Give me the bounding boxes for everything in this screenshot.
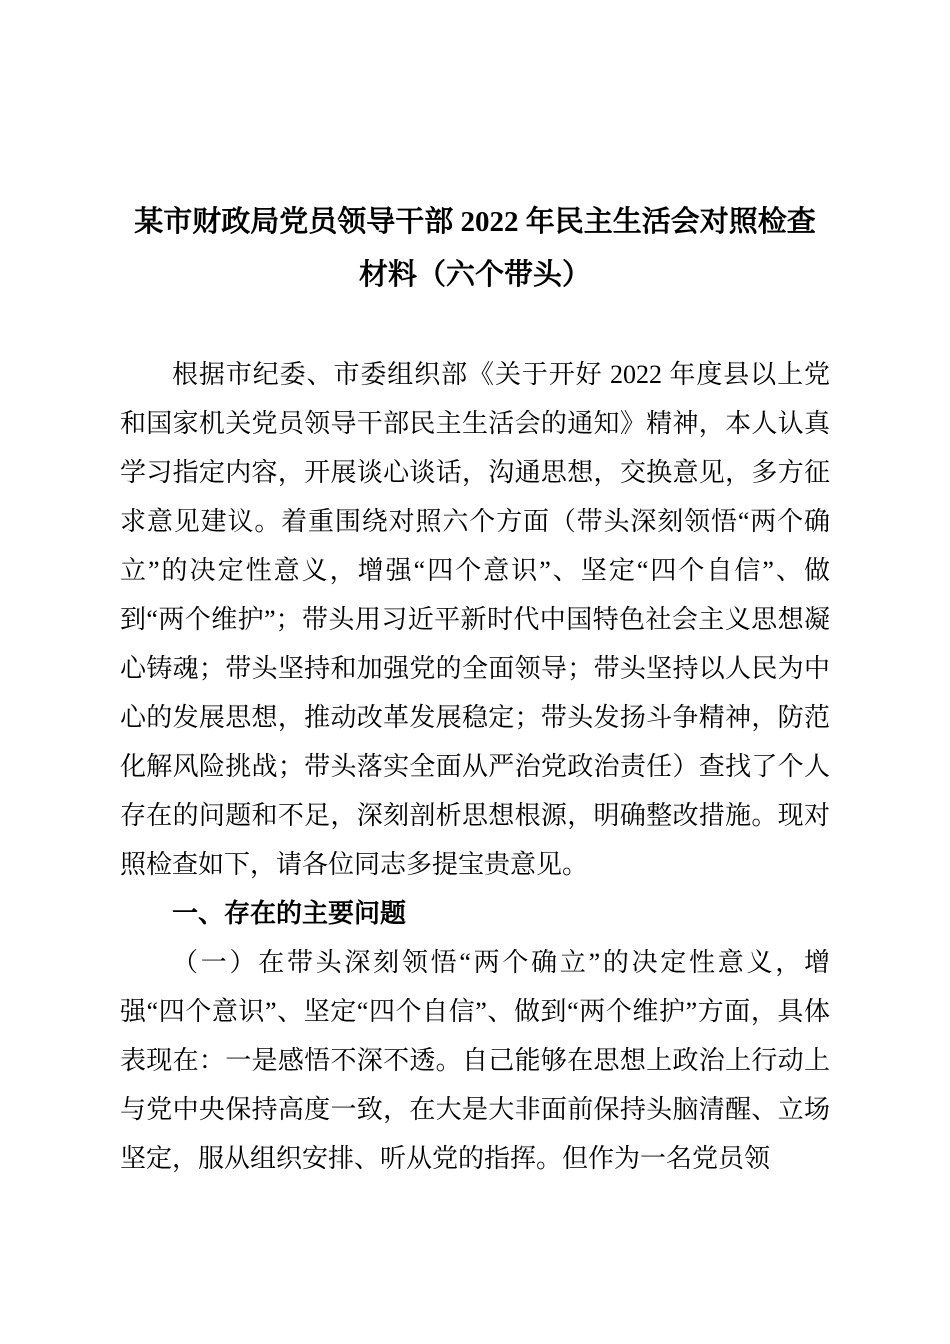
paragraph-intro: 根据市纪委、市委组织部《关于开好 2022 年度县以上党和国家机关党员领导干部民主生活会的通知》精神，本人认真学习指定内容，开展谈心谈话，沟通思想，交换意见，多方征求意见建议。着重围绕对照六个方面（带头深刻领悟“两个确立”的决定性意义，增强“四个意识”、坚定“四个自信”、做到“两个维护”；带头用习近平新时代中国特色社会主义思想凝心铸魂；带头坚持和加强党的全面领导；带头坚持以人民为中心的发展思想，推动改革发展稳定；带头发扬斗争精神，防范化解风险挑战；带头落实全面从严治党政治责任）查找了个人存在的问题和不足，深刻剖析思想根源，明确整改措施。现对照检查如下，请各位同志多提宝贵意见。 bbox=[120, 360, 830, 879]
section-heading-main-problems: 一、存在的主要问题 bbox=[172, 898, 407, 928]
paragraph-section-one: （一）在带头深刻领悟“两个确立”的决定性意义，增强“四个意识”、坚定“四个自信”、做到“两个维护”方面，具体表现在：一是感悟不深不透。自己能够在思想上政治上行动上与党中央保持高度一致，在大是大非面前保持头脑清醒、立场坚定，服从组织安排、听从党的指挥。但作为一名党员领 bbox=[120, 948, 830, 1173]
document-title: 某市财政局党员领导干部 2022 年民主生活会对照检查材料（六个带头） bbox=[134, 206, 816, 291]
